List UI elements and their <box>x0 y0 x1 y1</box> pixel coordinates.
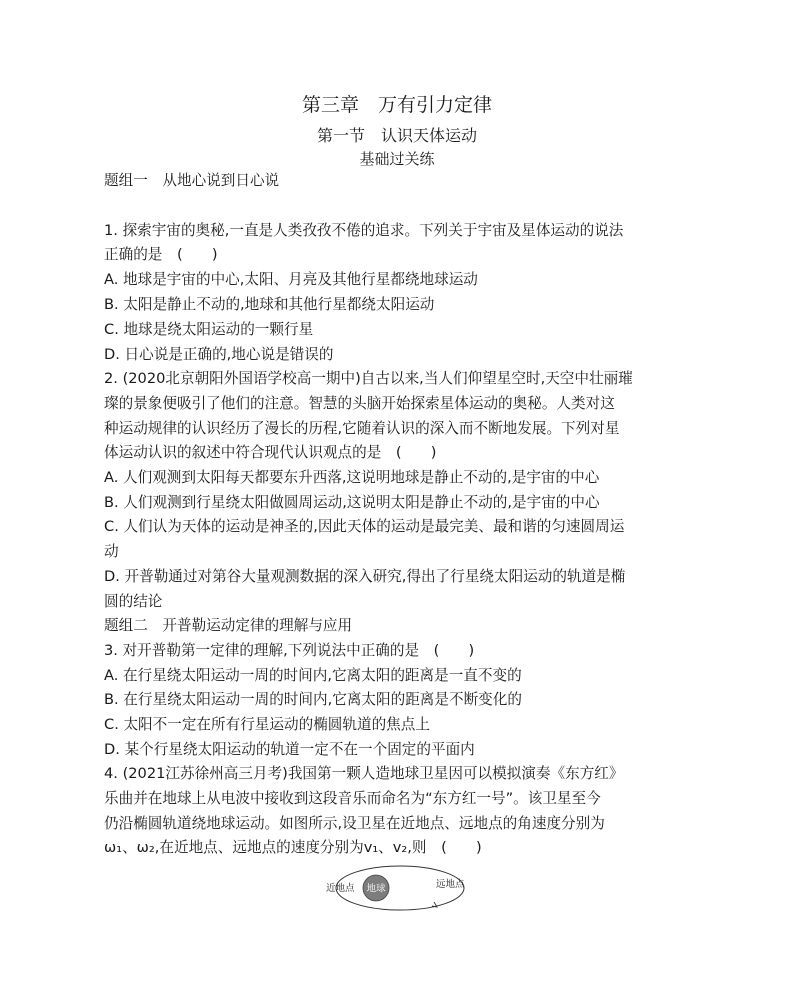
question-2-option-d: D. 开普勒通过对第谷大量观测数据的深入研究,得出了行星绕太阳运动的轨道是椭 <box>104 568 626 585</box>
question-2-option-c-cont: 动 <box>104 543 119 560</box>
question-4-line-4: ω₁、ω₂,在近地点、远地点的速度分别为v₁、v₂,则 ( ) <box>104 839 482 856</box>
question-3-option-d: D. 某个行星绕太阳运动的轨道一定不在一个固定的平面内 <box>104 741 475 758</box>
question-2-line-2: 璨的景象便吸引了他们的注意。智慧的头脑开始探索星体运动的奥秘。人类对这 <box>104 395 615 412</box>
question-2-option-c: C. 人们认为天体的运动是神圣的,因此天体的运动是最完美、最和谐的匀速圆周运 <box>104 518 625 535</box>
question-1-option-a: A. 地球是宇宙的中心,太阳、月亮及其他行星都绕地球运动 <box>104 271 478 288</box>
question-4-line-2: 乐曲并在地球上从电波中接收到这段音乐而命名为“东方红一号”。该卫星至今 <box>104 790 601 807</box>
question-3-option-b: B. 在行星绕太阳运动一周的时间内,它离太阳的距离是不断变化的 <box>104 691 522 708</box>
group-heading-1: 题组一 从地心说到日心说 <box>104 172 280 189</box>
section-title: 第一节 认识天体运动 <box>316 126 477 145</box>
question-1-option-c: C. 地球是绕太阳运动的一颗行星 <box>104 321 314 338</box>
question-2-option-a: A. 人们观测到太阳每天都要东升西落,这说明地球是静止不动的,是宇宙的中心 <box>104 469 600 486</box>
question-3-stem: 3. 对开普勒第一定律的理解,下列说法中正确的是 ( ) <box>104 642 475 659</box>
question-2-line-1: 2. (2020北京朝阳外国语学校高一期中)自古以来,当人们仰望星空时,天空中壮丽璀 <box>104 370 633 387</box>
question-4-line-3: 仍沿椭圆轨道绕地球运动。如图所示,设卫星在近地点、远地点的角速度分别为 <box>104 815 605 832</box>
orbit-diagram <box>320 862 480 918</box>
question-2-line-4: 体运动认识的叙述中符合现代认识观点的是 ( ) <box>104 444 437 461</box>
question-4-line-1: 4. (2021江苏徐州高三月考)我国第一颗人造地球卫星因可以模拟演奏《东方红》 <box>104 765 624 782</box>
chapter-title: 第三章 万有引力定律 <box>301 94 492 116</box>
apogee-label: 远地点 <box>436 879 465 890</box>
exercise-heading: 基础过关练 <box>359 150 435 168</box>
question-1-option-b: B. 太阳是静止不动的,地球和其他行星都绕太阳运动 <box>104 296 435 313</box>
earth-label: 地球 <box>366 883 386 895</box>
question-3-option-a: A. 在行星绕太阳运动一周的时间内,它离太阳的距离是一直不变的 <box>104 667 522 684</box>
question-2-option-b: B. 人们观测到行星绕太阳做圆周运动,这说明太阳是静止不动的,是宇宙的中心 <box>104 494 600 511</box>
question-1-line-2: 正确的是 ( ) <box>104 246 218 263</box>
question-1-line-1: 1. 探索宇宙的奥秘,一直是人类孜孜不倦的追求。下列关于宇宙及星体运动的说法 <box>104 222 624 239</box>
question-1-option-d: D. 日心说是正确的,地心说是错误的 <box>104 346 334 363</box>
question-2-option-d-cont: 圆的结论 <box>104 593 163 610</box>
perigee-label: 近地点 <box>326 883 355 894</box>
question-3-option-c: C. 太阳不一定在所有行星运动的椭圆轨道的焦点上 <box>104 716 430 733</box>
orbit-direction-arrow <box>432 902 437 907</box>
group-heading-2: 题组二 开普勒运动定律的理解与应用 <box>104 617 353 634</box>
question-2-line-3: 种运动规律的认识经历了漫长的历程,它随着认识的深入而不断地发展。下列对星 <box>104 420 620 437</box>
